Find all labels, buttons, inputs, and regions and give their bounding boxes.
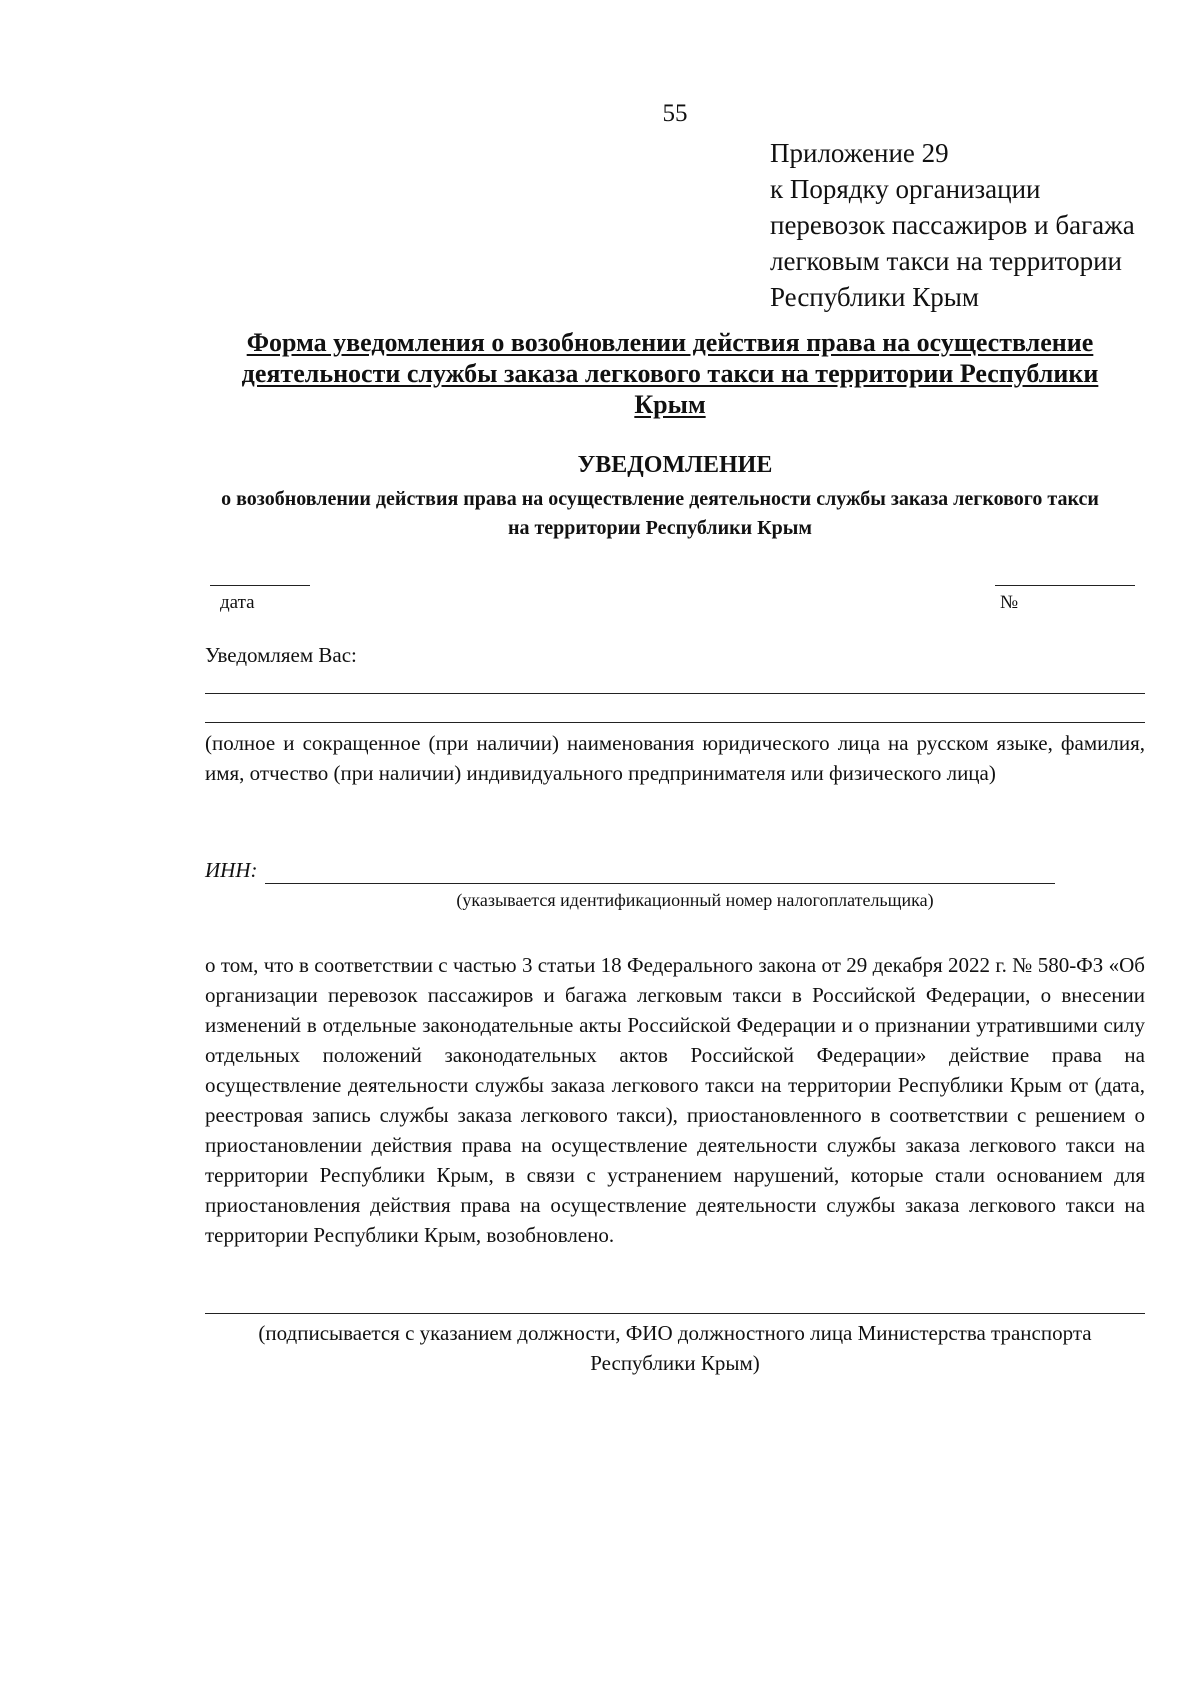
name-field-line-2[interactable]: [205, 722, 1145, 723]
inn-field-line[interactable]: [265, 883, 1055, 884]
appendix-line: Республики Крым: [770, 282, 979, 312]
notice-subtitle: о возобновлении действия права на осуществление деятельности службы заказа легкового такси на территории Республики Крым: [221, 488, 1099, 539]
signature-field-line[interactable]: [205, 1313, 1145, 1314]
appendix-note: [770, 135, 1135, 315]
inn-label: ИНН:: [205, 858, 258, 882]
appendix-line: Приложение 29: [770, 138, 949, 168]
notify-label: Уведомляем Вас:: [205, 643, 357, 667]
notice-body-text: о том, что в соответствии с частью 3 статьи 18 Федерального закона от 29 декабря 2022 г. № 580-ФЗ «Об организации перевозок пассажиров и багажа легковым такси в Российской Федерации, о внесении изменений в отдельные законодательные акты Российской Федерации и о признании утратившими силу отдельных положений законодательных актов Российской Федерации» действие права на осуществление деятельности службы заказа легкового такси на территории Республики Крым от (дата, реестровая запись службы заказа легкового такси), приостановленного в соответствии с решением о приостановлении действия права на осуществление деятельности службы заказа легкового такси на территории Республики Крым, в связи с устранением нарушений, которые стали основанием для приостановления действия права на осуществление деятельности службы заказа легкового такси на территории Республики Крым, возобновлено.: [205, 953, 1145, 1247]
page-number: 55: [662, 100, 688, 127]
appendix-line: к Порядку организации: [770, 174, 1041, 204]
name-field-line-1[interactable]: [205, 693, 1145, 694]
name-caption: (полное и сокращенное (при наличии) наименования юридического лица на русском языке, фамилия, имя, отчество (при наличии) индивидуального предпринимателя или физического лица): [205, 731, 1145, 785]
number-field-line[interactable]: [995, 585, 1135, 586]
form-title: Форма уведомления о возобновлении действия права на осуществление деятельности службы заказа легкового такси на территории Республики Крым: [241, 328, 1099, 419]
signature-caption: (подписывается с указанием должности, ФИО должностного лица Министерства транспорта Республики Крым): [258, 1321, 1092, 1375]
notice-title: УВЕДОМЛЕНИЕ: [577, 452, 773, 478]
number-label: №: [1000, 592, 1019, 613]
date-field-line[interactable]: [210, 585, 310, 586]
inn-caption: (указывается идентификационный номер налогоплательщика): [456, 890, 934, 910]
appendix-line: легковым такси на территории: [770, 246, 1123, 276]
date-label: дата: [220, 592, 255, 613]
appendix-line: перевозок пассажиров и багажа: [770, 210, 1135, 240]
